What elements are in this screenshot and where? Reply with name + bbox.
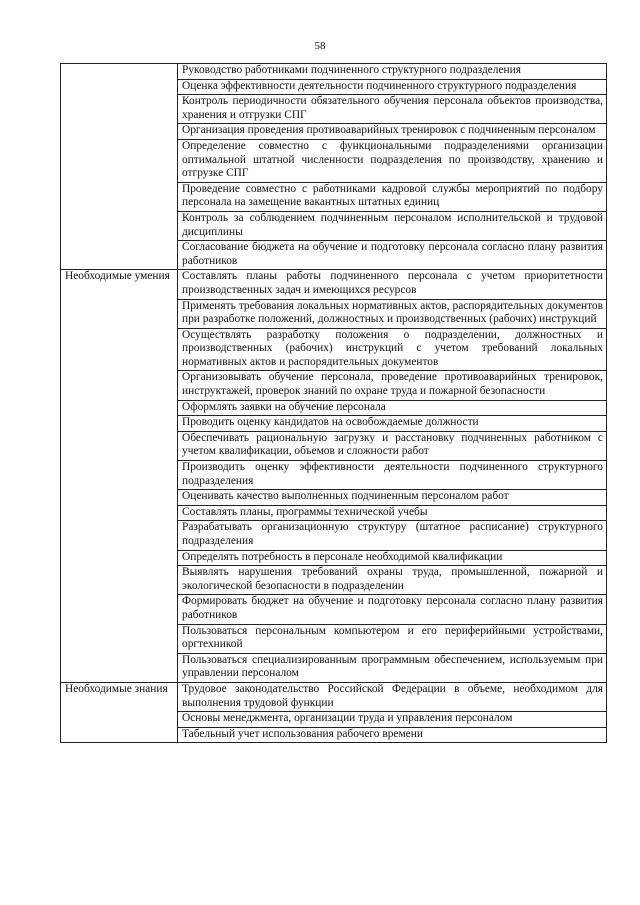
table-cell: Организация проведения противоаварийных тренировок с подчиненным персоналом bbox=[178, 124, 607, 140]
table-cell: Табельный учет использования рабочего времени bbox=[178, 727, 607, 743]
table-cell: Согласование бюджета на обучение и подготовку персонала согласно плану развития работников bbox=[178, 241, 607, 270]
table-cell: Разрабатывать организационную структуру (штатное расписание) структурного подразделения bbox=[178, 521, 607, 550]
table-cell: Выявлять нарушения требований охраны труда, промышленной, пожарной и экологической безопасности в подразделении bbox=[178, 566, 607, 595]
row-label-skills: Необходимые умения bbox=[61, 270, 178, 683]
table-row bbox=[61, 270, 607, 299]
page-number: 58 bbox=[314, 40, 326, 52]
table-row bbox=[61, 64, 607, 80]
table-row bbox=[61, 682, 607, 711]
table-cell: Проведение совместно с работниками кадровой службы мероприятий по подбору персонала на замещение вакантных штатных единиц bbox=[178, 182, 607, 211]
table-cell: Оформлять заявки на обучение персонала bbox=[178, 400, 607, 416]
table-cell: Применять требования локальных нормативных актов, распорядительных документов при разработке положений, должностных и производственных (рабочих) инструкций bbox=[178, 299, 607, 328]
table-cell: Оценка эффективности деятельности подчиненного структурного подразделения bbox=[178, 79, 607, 95]
table-cell: Руководство работниками подчиненного структурного подразделения bbox=[178, 64, 607, 80]
table-cell: Составлять планы, программы технической учебы bbox=[178, 505, 607, 521]
table-cell: Определять потребность в персонале необходимой квалификации bbox=[178, 550, 607, 566]
table-cell: Трудовое законодательство Российской Федерации в объеме, необходимом для выполнения трудовой функции bbox=[178, 682, 607, 711]
requirements-table bbox=[60, 63, 607, 743]
table-cell: Контроль за соблюдением подчиненным персоналом исполнительской и трудовой дисциплины bbox=[178, 211, 607, 240]
table-cell: Производить оценку эффективности деятельности подчиненного структурного подразделения bbox=[178, 461, 607, 490]
table-cell: Формировать бюджет на обучение и подготовку персонала согласно плану развития работников bbox=[178, 595, 607, 624]
table-cell: Обеспечивать рациональную загрузку и расстановку подчиненных работником с учетом квалификации, объемов и сложности работ bbox=[178, 431, 607, 460]
table-cell: Основы менеджмента, организации труда и управления персоналом bbox=[178, 712, 607, 728]
table-cell: Составлять планы работы подчиненного персонала с учетом приоритетности производственных задач и имеющихся ресурсов bbox=[178, 270, 607, 299]
table-cell: Осуществлять разработку положения о подразделении, должностных и производственных (рабочих) инструкций с учетом требований локальных нормативных актов и распорядительных документов bbox=[178, 328, 607, 371]
row-label-knowledge: Необходимые знания bbox=[61, 682, 178, 742]
table-cell: Контроль периодичности обязательного обучения персонала объектов производства, хранения и отгрузки СПГ bbox=[178, 95, 607, 124]
table-cell: Оценивать качество выполненных подчиненным персоналом работ bbox=[178, 490, 607, 506]
table-cell: Пользоваться персональным компьютером и его периферийными устройствами, оргтехникой bbox=[178, 624, 607, 653]
row-label-continued bbox=[61, 64, 178, 270]
table-cell: Определение совместно с функциональными подразделениями организации оптимальной штатной численности подразделения по производству, хранению и отгрузке СПГ bbox=[178, 139, 607, 182]
table-cell: Организовывать обучение персонала, проведение противоаварийных тренировок, инструктажей, проверок знаний по охране труда и пожарной безопасности bbox=[178, 371, 607, 400]
table-cell: Пользоваться специализированным программным обеспечением, используемым при управлении персоналом bbox=[178, 653, 607, 682]
table-cell: Проводить оценку кандидатов на освобождаемые должности bbox=[178, 416, 607, 432]
